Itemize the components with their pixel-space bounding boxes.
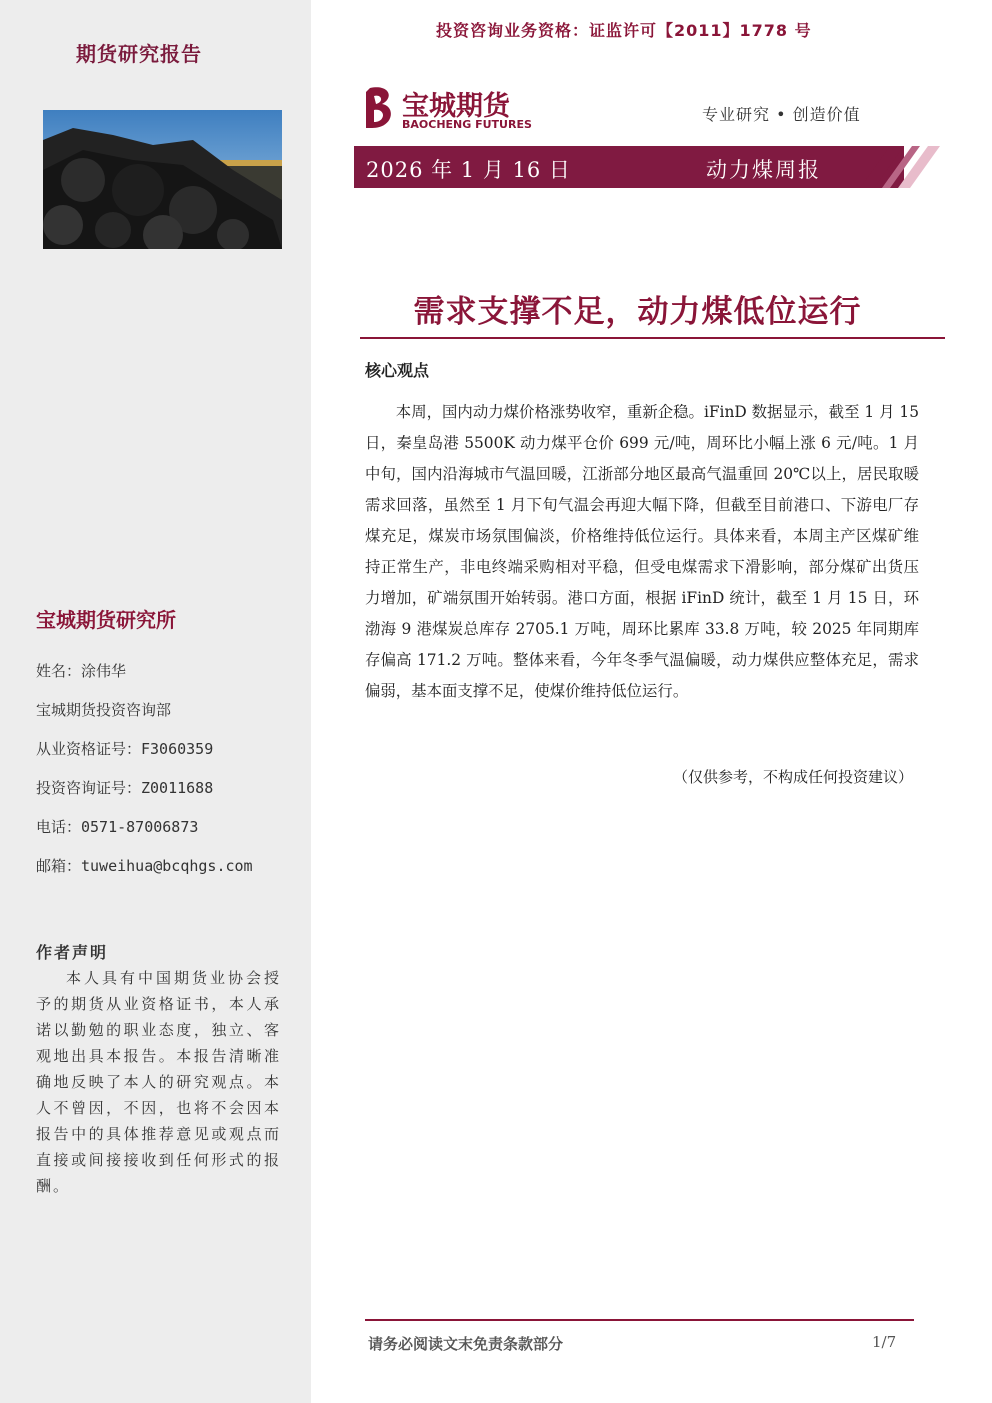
report-type: 期货研究报告: [76, 42, 202, 66]
analyst-name: 姓名：涂伟华: [36, 662, 127, 680]
sidebar: [0, 0, 311, 1403]
email: 邮箱：tuweihua@bcqhgs.com: [36, 857, 253, 875]
qualification-notice: 投资咨询业务资格：证监许可【2011】1778 号: [436, 21, 812, 40]
qualification-number: 从业资格证号：F3060359: [36, 740, 214, 758]
department: 宝城期货投资咨询部: [36, 701, 172, 719]
footer-notice: 请务必阅读文末免责条款部分: [368, 1335, 564, 1353]
headline: 需求支撑不足，动力煤低位运行: [413, 294, 862, 330]
consulting-number: 投资咨询证号：Z0011688: [36, 779, 214, 797]
core-view-title: 核心观点: [365, 361, 430, 380]
page-number: 1/7: [872, 1333, 897, 1351]
footer-divider: [365, 1319, 914, 1321]
slogan: 专业研究 • 创造价值: [702, 105, 861, 124]
report-kind: 动力煤周报: [706, 158, 821, 182]
coal-photo: [43, 110, 282, 249]
institute-name: 宝城期货研究所: [36, 608, 176, 632]
date-banner: [354, 146, 904, 188]
disclaimer: （仅供参考，不构成任何投资建议）: [672, 768, 913, 786]
logo-english: BAOCHENG FUTURES: [402, 118, 532, 131]
logo-mark-icon: [362, 84, 398, 132]
company-logo: [362, 84, 532, 134]
banner-stripes-icon: [860, 146, 940, 188]
core-view-body: 本周，国内动力煤价格涨势收窄，重新企稳。iFinD 数据显示，截至 1 月 15 日，秦皇岛港 5500K 动力煤平仓价 699 元/吨，周环比小幅上涨 6 元/吨。1 月中旬，国内沿海城市气温回暖，江浙部分地区最高气温重回 20℃以上，居民取暖需求回落，虽然至 1 月下旬气温会再迎大幅下降，但截至目前港口、下游电厂存煤充足，煤炭市场氛围偏淡，价格维持低位运行。具体来看，本周主产区煤矿维持正常生产，非电终端采购相对平稳，但受电煤需求下滑影响，部分煤矿出货压力增加，矿端氛围开始转弱。港口方面，根据 iFinD 统计，截至 1 月 15 日，环渤海 9 港煤炭总库存 2705.1 万吨，周环比累库 33.8 万吨，较 2025 年同期库存偏高 171.2 万吨。整体来看，今年冬季气温偏暖，动力煤供应整体充足，需求偏弱，基本面支撑不足，使煤价维持低位运行。: [365, 403, 919, 700]
headline-divider: [360, 337, 945, 339]
declaration-title: 作者声明: [36, 943, 109, 962]
report-date: 2026 年 1 月 16 日: [366, 158, 571, 182]
declaration-body: 本人具有中国期货业协会授予的期货从业资格证书，本人承诺以勤勉的职业态度，独立、客观地出具本报告。本报告清晰准确地反映了本人的研究观点。本人不曾因，不因，也将不会因本报告中的具体推荐意见或观点而直接或间接接收到任何形式的报酬。: [36, 969, 281, 1195]
logo-chinese: 宝城期货: [402, 91, 510, 122]
phone: 电话：0571-87006873: [36, 818, 199, 836]
